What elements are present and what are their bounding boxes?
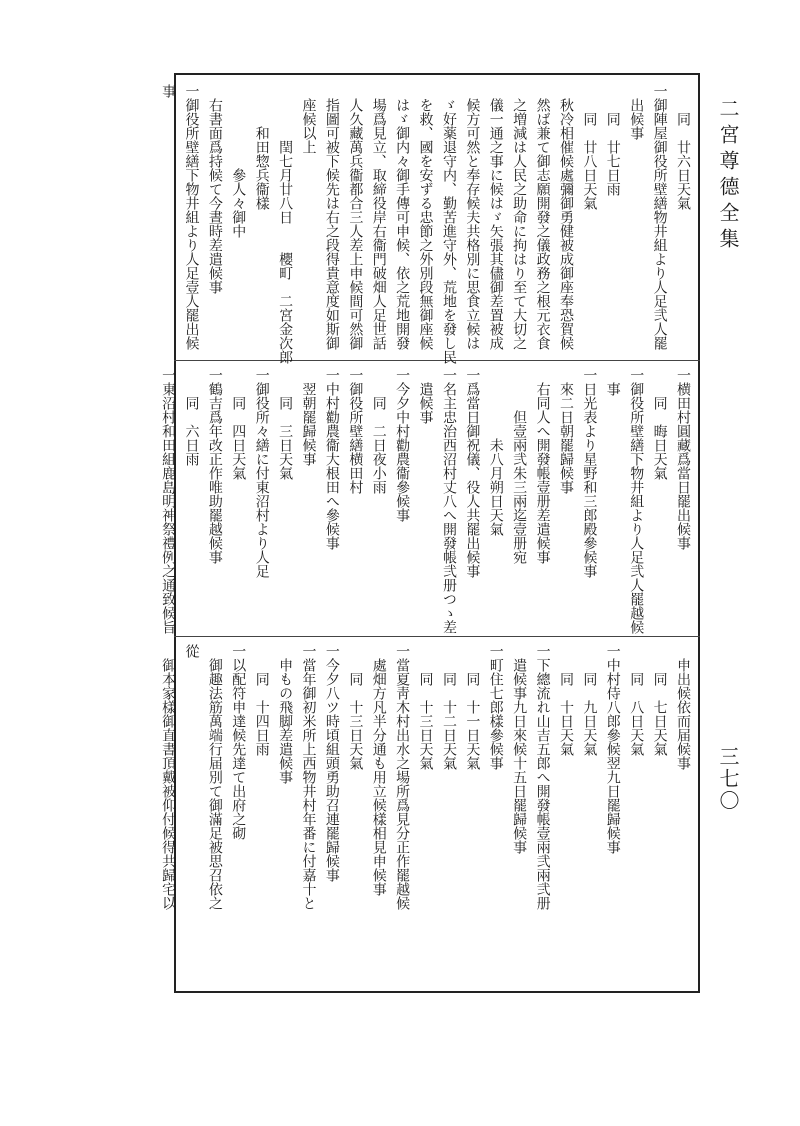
text-line: 然ば兼て御志願開發之儀政務之根元衣食: [534, 98, 551, 350]
text-line: 同 十三日天氣: [417, 672, 434, 770]
text-line: 一町住七郎樣參候事: [487, 644, 504, 770]
text-line: 同 六日雨: [183, 396, 200, 466]
text-line: 一中村侍八郎參候翌九日罷歸候事: [604, 644, 621, 854]
text-band-lower: [160, 644, 694, 980]
text-line: 同 四日天氣: [230, 396, 247, 480]
text-line: 但壹兩弐朱三兩迄壹册宛: [511, 410, 528, 564]
text-line: 御趣法筋萬端行届別て御滿足被思召依之: [206, 658, 223, 910]
text-line: 同 三日天氣: [277, 396, 294, 480]
text-line: 之増減は人民之助命に拘はり至て大切之: [511, 98, 528, 350]
text-line: 一鶴吉爲年改正作唯助罷越候事: [206, 368, 223, 564]
band-divider-2: [174, 636, 700, 637]
text-line: 申出候依而届候事: [675, 658, 691, 770]
text-line: 申もの飛脚差遣候事: [277, 658, 294, 784]
text-line: 事: [604, 382, 621, 396]
text-line: 同 廿八日天氣: [581, 112, 598, 210]
text-line: 一中村勸農衞大根田へ參候事: [323, 368, 340, 550]
text-line: 一御陣屋御役所壁繕物井組より人足弐人罷: [651, 84, 668, 350]
running-title: 二宮尊德全集: [716, 98, 740, 254]
text-line: を救、國を安ずる忠節之外別段無御座候: [417, 98, 434, 350]
text-line: 一御役所壁繕横田村: [347, 368, 364, 494]
text-line: 一爲當日御祝儀、役人共罷出候事: [464, 368, 481, 578]
text-band-middle: [160, 368, 694, 634]
text-line: 來二日朝罷歸候事: [557, 382, 574, 494]
text-line: 一横田村圓藏爲當日罷出候事: [675, 368, 691, 550]
text-line: 候方可然と奉存候夫共格別に思食立候は: [464, 98, 481, 350]
text-line: 場爲見立、取締役岸右衞門破畑人足世話: [370, 98, 387, 350]
text-line: 閏七月廿八日 櫻町 二宮金次郎: [277, 140, 294, 364]
text-line: 同 二日夜小雨: [370, 396, 387, 494]
text-line: 同 十一日天氣: [464, 672, 481, 770]
text-line: 出候事: [628, 98, 645, 140]
text-line: 事: [160, 84, 177, 98]
text-line: 儀一通之事に候はゞ矢張其儘御差置被成: [487, 98, 504, 350]
text-band-upper: [160, 84, 694, 364]
text-line: 右書面爲持候て今晝時差遣候事: [206, 98, 223, 294]
text-line: 指圖可被下候先は右之段得貴意度如斯御: [323, 98, 340, 350]
text-line: 同 十三日天氣: [347, 672, 364, 770]
text-line: 一以配符申達候先達て出府之砌: [230, 644, 247, 840]
text-line: 一今夕八ツ時頃組頭勇助召連罷歸候事: [323, 644, 340, 882]
text-line: 同 九日天氣: [581, 672, 598, 756]
text-line: 一名主忠治西沼村丈八へ開發帳弐册つゝ差: [440, 368, 457, 634]
text-line: 同 廿六日天氣: [675, 112, 691, 210]
text-line: 處畑方凡半分通も用立候樣相見申候事: [370, 658, 387, 896]
text-line: 同 晦日天氣: [651, 396, 668, 480]
text-line: 一今夕中村勸農衞參候事: [394, 368, 411, 522]
text-line: 未八月朔日天氣: [487, 438, 504, 536]
text-line: 參人々御中: [230, 168, 247, 238]
text-line: 一下總流れ山吉五郎へ開發帳壹兩弐兩弐册: [534, 644, 551, 910]
text-line: ゞ好薬退守内、勤苦進守外、荒地を發し民: [440, 98, 457, 364]
text-line: 一東沼村和田組鹿島明神祭禮例之通致候旨: [160, 368, 177, 634]
frame-right-rule: [698, 73, 700, 993]
text-line: 一御役所々繕に付東沼村より人足: [253, 368, 270, 578]
text-line: 同 八日天氣: [628, 672, 645, 756]
text-line: 翌朝罷歸候事: [300, 382, 317, 466]
text-line: 一御役所壁繕下物井組より人足弐人罷越候: [628, 368, 645, 634]
text-line: 同 十二日天氣: [440, 672, 457, 770]
text-line: 遣候事九日來候十五日罷歸候事: [511, 658, 528, 854]
text-line: 一當夏靑木村出水之場所爲見分正作罷越候: [394, 644, 411, 910]
text-line: 御本家樣御直書頂戴被仰付候得共歸宅以: [160, 658, 177, 910]
text-line: 遣候事: [417, 382, 434, 424]
text-line: 人久藏萬兵衞都合三人差上申候間可然御: [347, 98, 364, 350]
text-line: 秋冷相催候處彌御勇健被成御座奉恐賀候: [557, 98, 574, 350]
text-line: 從: [183, 644, 200, 658]
text-line: 同 十四日雨: [253, 672, 270, 756]
text-line: 一日光表より星野和三郎殿參候事: [581, 368, 598, 578]
text-line: 同 七日天氣: [651, 672, 668, 756]
text-line: 座候以上: [300, 98, 317, 154]
text-line: 右同人へ開發帳壹册差遣候事: [534, 382, 551, 564]
text-line: 一御役所壁繕下物井組より人足壹人罷出候: [183, 84, 200, 350]
text-line: 和田惣兵衞樣: [253, 126, 270, 210]
text-line: はゞ御内々御手傳可申候、依之荒地開發: [394, 98, 411, 350]
page-number: 三七〇: [716, 746, 740, 812]
text-line: 一當年御初米所上西物井村年番に付嘉十と: [300, 644, 317, 910]
text-line: 同 十日天氣: [557, 672, 574, 756]
text-line: 同 廿七日雨: [604, 112, 621, 196]
